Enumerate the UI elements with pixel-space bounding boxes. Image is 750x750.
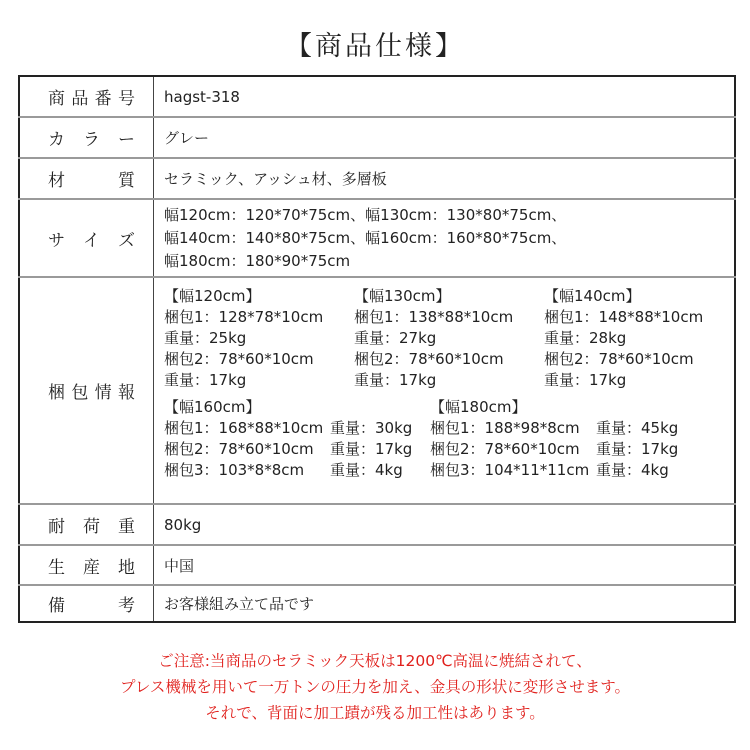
spec-row-color	[19, 117, 735, 158]
package-row	[164, 418, 430, 439]
package-weight: 重量：17kg	[330, 440, 413, 458]
packing-group-130	[354, 286, 544, 391]
package-weight: 重量：45kg	[596, 419, 679, 437]
spec-table	[18, 75, 736, 623]
load-capacity-value: 80kg	[154, 504, 736, 545]
package-row	[430, 460, 696, 481]
group-line: 重量：28kg	[544, 329, 627, 347]
notice-line: ご注意:当商品のセラミック天板は1200℃高温に焼結されて、	[158, 652, 592, 670]
row-label	[19, 585, 154, 622]
label-char: 情	[94, 383, 112, 403]
size-value	[154, 199, 736, 277]
row-label	[19, 277, 154, 504]
packing-group-140	[544, 286, 734, 391]
label-char: 号	[117, 89, 135, 109]
group-line: 梱包1：148*88*10cm	[544, 308, 704, 326]
group-line: 梱包1：138*88*10cm	[354, 308, 514, 326]
spec-row-packing	[19, 277, 735, 504]
label-char: 生	[48, 557, 65, 578]
label-char: 材	[48, 171, 65, 191]
size-line: 幅140cm：140*80*75cm、幅160cm：160*80*75cm、	[164, 228, 567, 247]
label-char: ラ	[83, 130, 100, 150]
package-weight: 重量：4kg	[330, 461, 403, 479]
label-char: 梱	[48, 383, 65, 403]
spec-row-material	[19, 158, 735, 199]
size-line: 幅120cm：120*70*75cm、幅130cm：130*80*75cm、	[164, 205, 567, 224]
packing-bottom-groups	[164, 391, 734, 481]
notice-line: プレス機械を用いて一万トンの圧力を加え、金具の形状に変形させます。	[119, 678, 631, 696]
label-char: 考	[118, 596, 135, 616]
label-char: 商	[48, 89, 65, 109]
package-row	[164, 439, 430, 460]
label-char: ー	[118, 130, 135, 150]
label-char: ズ	[118, 230, 135, 251]
caution-notice	[0, 648, 750, 726]
remarks-value: お客様組み立て品です	[154, 585, 736, 622]
spec-row-load-capacity	[19, 504, 735, 545]
spec-row-origin	[19, 545, 735, 585]
label-char: カ	[48, 130, 65, 150]
group-heading: 【幅180cm】	[430, 398, 527, 416]
group-heading: 【幅120cm】	[164, 287, 261, 305]
label-char: 質	[118, 171, 135, 191]
package-dims: 梱包1：188*98*8cm	[430, 419, 580, 437]
row-label	[19, 199, 154, 277]
group-line: 梱包1：128*78*10cm	[164, 308, 324, 326]
spec-row-remarks	[19, 585, 735, 622]
group-line: 重量：25kg	[164, 329, 247, 347]
group-line: 梱包2：78*60*10cm	[544, 350, 694, 368]
label-char: 番	[94, 89, 112, 109]
label-char: サ	[48, 230, 65, 251]
row-label	[19, 545, 154, 585]
group-line: 重量：27kg	[354, 329, 437, 347]
packing-value	[154, 277, 736, 504]
label-char: 耐	[48, 517, 65, 537]
package-dims: 梱包1：168*88*10cm	[164, 419, 324, 437]
packing-group-160	[164, 397, 430, 481]
group-heading: 【幅130cm】	[354, 287, 451, 305]
row-label	[19, 158, 154, 199]
group-heading: 【幅140cm】	[544, 287, 641, 305]
group-line: 重量：17kg	[164, 371, 247, 389]
group-line: 重量：17kg	[544, 371, 627, 389]
package-dims: 梱包2：78*60*10cm	[164, 440, 314, 458]
material-value: セラミック、アッシュ材、多層板	[154, 158, 736, 199]
label-char: 地	[118, 557, 135, 578]
color-value: グレー	[154, 117, 736, 158]
row-label	[19, 76, 154, 117]
size-line: 幅180cm：180*90*75cm	[164, 251, 351, 270]
label-char: 品	[71, 89, 89, 109]
spec-row-size	[19, 199, 735, 277]
label-char: 報	[117, 383, 135, 403]
group-line: 梱包2：78*60*10cm	[354, 350, 504, 368]
package-row	[430, 418, 696, 439]
package-dims: 梱包3：103*8*8cm	[164, 461, 305, 479]
row-label	[19, 117, 154, 158]
group-line: 梱包2：78*60*10cm	[164, 350, 314, 368]
package-dims: 梱包2：78*60*10cm	[430, 440, 580, 458]
label-char: 備	[48, 596, 65, 616]
label-char: 重	[118, 517, 135, 537]
row-label	[19, 504, 154, 545]
product-number-value: hagst-318	[164, 87, 240, 106]
label-char: 荷	[83, 517, 100, 537]
group-heading: 【幅160cm】	[164, 398, 261, 416]
label-char: 包	[71, 383, 89, 403]
package-weight: 重量：30kg	[330, 419, 413, 437]
page-title: 【商品仕様】	[285, 31, 465, 62]
package-weight: 重量：17kg	[596, 440, 679, 458]
spec-row-product-number	[19, 76, 735, 117]
package-dims: 梱包3：104*11*11cm	[430, 461, 590, 479]
label-char: 産	[83, 557, 100, 578]
packing-group-180	[430, 397, 696, 481]
origin-value: 中国	[154, 545, 736, 585]
group-line: 重量：17kg	[354, 371, 437, 389]
notice-line: それで、背面に加工蹟が残る加工性はあります。	[205, 704, 545, 722]
label-char: イ	[83, 230, 100, 251]
packing-group-120	[164, 286, 354, 391]
packing-top-groups	[164, 278, 734, 391]
package-weight: 重量：4kg	[596, 461, 669, 479]
package-row	[430, 439, 696, 460]
package-row	[164, 460, 430, 481]
